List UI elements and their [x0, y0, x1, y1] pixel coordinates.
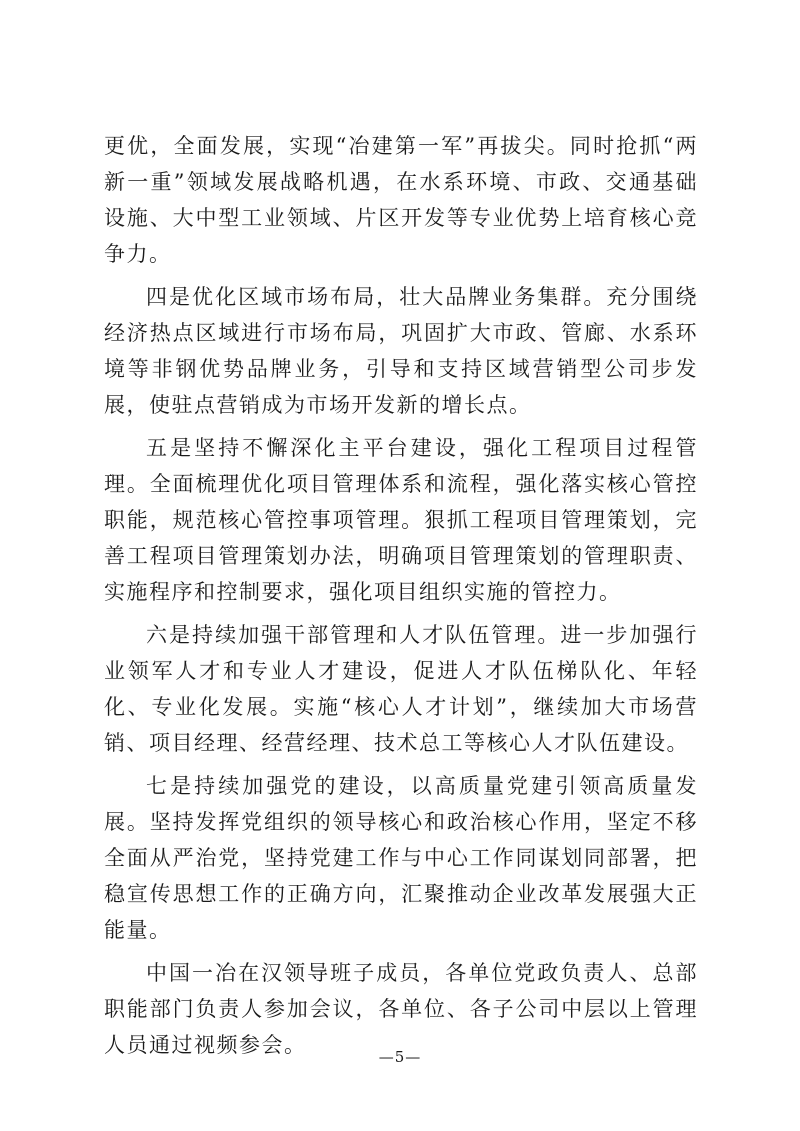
paragraph-continuation: 更优，全面发展，实现“冶建第一军”再拔尖。同时抢抓“两新一重”领域发展战略机遇，在水系环境、市政、交通基础设施、大中型工业领域、片区开发等专业优势上培育核心竞争力。 [104, 134, 698, 266]
document-body [104, 128, 698, 1063]
paragraph-item-six: 六是持续加强干部管理和人才队伍管理。进一步加强行业领军人才和专业人才建设，促进人才队伍梯队化、年轻化、专业化发展。实施“核心人才计划”，继续加大市场营销、项目经理、经营经理、技术总工等核心人才队伍建设。 [104, 623, 698, 755]
paragraph-item-four: 四是优化区域市场布局，壮大品牌业务集群。充分围绕经济热点区域进行市场布局，巩固扩大市政、管廊、水系环境等非钢优势品牌业务，引导和支持区域营销型公司步发展，使驻点营销成为市场开发新的增长点。 [104, 285, 698, 417]
paragraph-attendees: 中国一冶在汉领导班子成员，各单位党政负责人、总部职能部门负责人参加会议，各单位、各子公司中层以上管理人员通过视频参会。 [104, 961, 698, 1057]
page-number: —5— [378, 1048, 422, 1066]
paragraph-item-five: 五是坚持不懈深化主平台建设，强化工程项目过程管理。全面梳理优化项目管理体系和流程，强化落实核心管控职能，规范核心管控事项管理。狠抓工程项目管理策划，完善工程项目管理策划办法，明确项目管理策划的管理职责、实施程序和控制要求，强化项目组织实施的管控力。 [104, 436, 698, 604]
paragraph-item-seven: 七是持续加强党的建设，以高质量党建引领高质量发展。坚持发挥党组织的领导核心和政治核心作用，坚定不移全面从严治党，坚持党建工作与中心工作同谋划同部署，把稳宣传思想工作的正确方向，汇聚推动企业改革发展强大正能量。 [104, 774, 698, 942]
